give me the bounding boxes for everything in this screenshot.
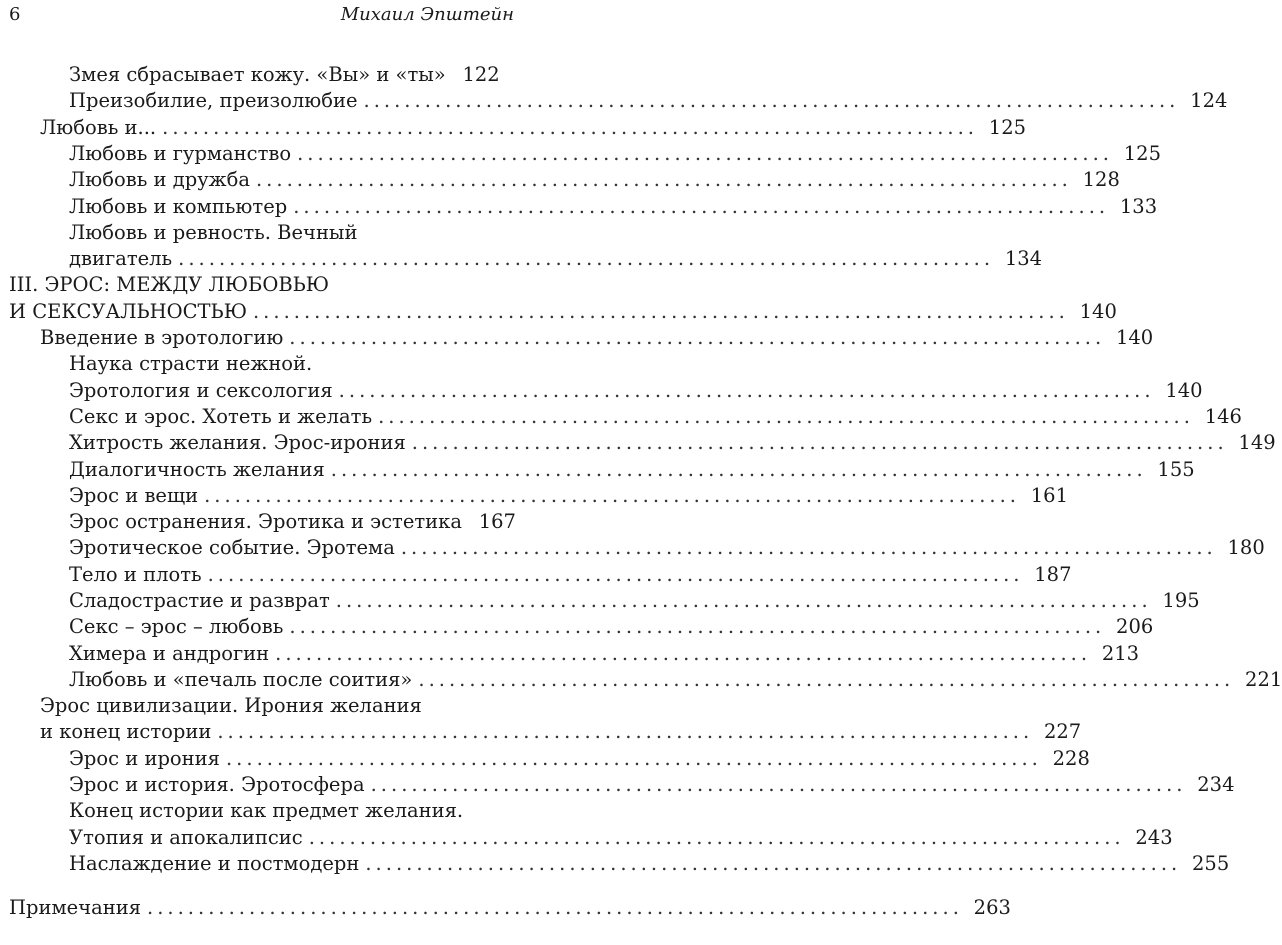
toc-entry[interactable] — [0, 272, 1117, 325]
toc-entry[interactable] — [0, 351, 1203, 404]
dot-leader: ................................................................................ — [204, 483, 1020, 507]
dot-leader: ................................................................................ — [275, 641, 1092, 665]
toc-entry-title-line: Примечания — [9, 896, 142, 920]
toc-entry[interactable] — [0, 667, 1282, 693]
toc-entry[interactable] — [0, 772, 1235, 798]
toc-page-number: 206 — [1116, 615, 1154, 639]
toc-entry[interactable] — [0, 404, 1242, 430]
toc-page-number: 124 — [1190, 89, 1228, 113]
toc-page-number: 227 — [1043, 720, 1082, 744]
toc-page-number: 155 — [1157, 457, 1195, 481]
toc-entry-title-line: Эрос и ирония — [69, 746, 220, 770]
toc-entry[interactable] — [0, 509, 523, 535]
toc-entry-title-line: Любовь и компьютер — [69, 194, 288, 218]
toc-page-number: 234 — [1197, 773, 1235, 797]
dot-leader: ................................................................................ — [207, 562, 1024, 586]
dot-leader: ................................................................................ — [217, 720, 1034, 744]
toc-entry-title-line: Преизобилие, преизолюбие — [69, 89, 358, 113]
dot-leader: ................................................................................ — [178, 247, 995, 271]
toc-entry[interactable] — [0, 614, 1154, 640]
toc-entry-title-line: Любовь и гурманство — [69, 141, 292, 165]
toc-entry[interactable] — [0, 895, 1011, 921]
dot-leader: ................................................................................ — [365, 852, 1182, 875]
toc-entry-title-line: Любовь и ревность. Вечный — [69, 220, 358, 244]
toc-entry[interactable] — [0, 115, 1027, 141]
toc-entry-title-line: Эрос и вещи — [69, 483, 199, 507]
dot-leader: ................................................................................ — [289, 615, 1106, 639]
dot-leader: ................................................................................ — [297, 141, 1113, 165]
toc-entry[interactable] — [0, 746, 1090, 772]
toc-entry[interactable] — [0, 62, 523, 88]
toc-entry-title-line: Эротология и сексология — [69, 378, 333, 402]
toc-page-number: 167 — [478, 510, 516, 534]
dot-leader: ................................................................................ — [418, 667, 1235, 691]
toc-page-number: 255 — [1192, 852, 1230, 875]
toc-entry-title-line: Тело и плоть — [69, 562, 202, 586]
page-number: 6 — [9, 4, 21, 25]
toc-entry-title-line: Змея сбрасывает кожу. «Вы» и «ты» — [69, 63, 446, 86]
toc-page-number: 128 — [1082, 168, 1120, 192]
toc-entry-title-line: Любовь и... — [40, 115, 157, 139]
toc-page-number: 161 — [1030, 483, 1068, 507]
toc-entry[interactable] — [0, 167, 1120, 193]
dot-leader: ................................................................................ — [335, 589, 1152, 612]
toc-page-number: 195 — [1162, 589, 1200, 612]
toc-page-number: 228 — [1052, 746, 1090, 770]
toc-entry[interactable] — [0, 641, 1140, 667]
toc-entry-title-line: Наука страсти нежной. — [69, 352, 313, 376]
toc-entry[interactable] — [0, 220, 1043, 273]
toc-entry-title-line: Эрос и история. Эротосфера — [69, 773, 365, 797]
dot-leader: ................................................................................ — [363, 89, 1180, 113]
toc-entry-title-line: Химера и андрогин — [69, 641, 270, 665]
toc-page-number: 140 — [1165, 378, 1203, 402]
dot-leader: ................................................................................ — [162, 115, 979, 139]
toc-entry-title-line: Эротическое событие. Эротема — [69, 536, 395, 560]
toc-entry-title-line: Эрос остранения. Эротика и эстетика — [69, 510, 462, 534]
toc-entry[interactable] — [0, 535, 1265, 561]
toc-entry[interactable] — [0, 588, 1200, 614]
toc-entry-title-line: Секс и эрос. Хотеть и желать — [69, 404, 373, 428]
dot-leader: ................................................................................ — [411, 431, 1228, 455]
toc-entry-title-line: Хитрость желания. Эрос-ирония — [69, 431, 406, 455]
toc-entry[interactable] — [0, 430, 1276, 456]
toc-entry-title-line: и конец истории — [40, 720, 212, 744]
toc-page-number: 221 — [1245, 667, 1282, 691]
toc-page-number: 213 — [1101, 641, 1140, 665]
toc-entry[interactable] — [0, 141, 1161, 167]
dot-leader: ................................................................................ — [378, 404, 1194, 428]
dot-leader: ................................................................................ — [293, 194, 1110, 218]
dot-leader: ................................................................................ — [308, 825, 1125, 849]
toc-page-number: 140 — [1115, 326, 1154, 349]
toc-page-number: 149 — [1238, 431, 1276, 455]
toc-page-number: 125 — [1123, 141, 1161, 165]
toc-entry[interactable] — [0, 325, 1154, 351]
toc-page-number: 146 — [1204, 404, 1242, 428]
running-title: Михаил Эпштейн — [340, 4, 514, 25]
toc-entry[interactable] — [0, 693, 1082, 746]
toc-page-number: 125 — [988, 115, 1027, 139]
dot-leader: ................................................................................ — [330, 457, 1147, 481]
toc-page-number: 180 — [1227, 536, 1265, 560]
toc-entry-title-line: Эрос цивилизации. Ирония желания — [40, 694, 422, 718]
toc-page-number: 134 — [1004, 247, 1043, 271]
toc-page-number: 187 — [1034, 562, 1072, 586]
toc-entry-title-line: Любовь и дружба — [69, 168, 250, 192]
toc-entry-title-line: Секс – эрос – любовь — [69, 615, 284, 639]
page-header — [9, 4, 514, 32]
dot-leader: ................................................................................ — [338, 378, 1155, 402]
toc-entry[interactable] — [0, 88, 1228, 114]
toc-entry[interactable] — [0, 562, 1072, 588]
dot-leader: ................................................................................ — [400, 536, 1217, 560]
toc-page-number: 122 — [462, 63, 500, 86]
toc-entry-title-line: двигатель — [69, 247, 173, 271]
toc-entry[interactable] — [0, 194, 1158, 220]
toc-entry-title-line: И СЕКСУАЛЬНОСТЬЮ — [9, 299, 247, 323]
toc-entry-title-line: III. ЭРОС: МЕЖДУ ЛЮБОВЬЮ — [9, 273, 330, 297]
dot-leader: ................................................................................ — [147, 896, 963, 920]
toc-entry-title-line: Конец истории как предмет желания. — [69, 799, 464, 823]
toc-entry-title-line: Любовь и «печаль после соития» — [69, 667, 413, 691]
toc-page-number: 133 — [1119, 194, 1158, 218]
toc-entry-title-line: Диалогичность желания — [69, 457, 325, 481]
dot-leader: ................................................................................ — [255, 168, 1072, 192]
toc-page-number: 263 — [973, 896, 1011, 920]
toc-entry-title-line: Утопия и апокалипсис — [69, 825, 303, 849]
dot-leader: ................................................................................ — [289, 326, 1106, 349]
toc-entry[interactable] — [0, 457, 1195, 483]
toc-entry[interactable] — [0, 851, 1230, 877]
dot-leader: ................................................................................ — [370, 773, 1187, 797]
toc-page-number: 243 — [1135, 825, 1173, 849]
toc-entry-title-line: Сладострастие и разврат — [69, 589, 330, 612]
toc-entry-title-line: Наслаждение и постмодерн — [69, 852, 360, 875]
dot-leader: ................................................................................ — [252, 299, 1069, 323]
dot-leader: ................................................................................ — [225, 746, 1042, 770]
toc-page-number: 140 — [1079, 299, 1117, 323]
toc-entry-title-line: Введение в эротологию — [40, 326, 284, 349]
toc-entry[interactable] — [0, 798, 1173, 851]
toc-entry[interactable] — [0, 483, 1068, 509]
